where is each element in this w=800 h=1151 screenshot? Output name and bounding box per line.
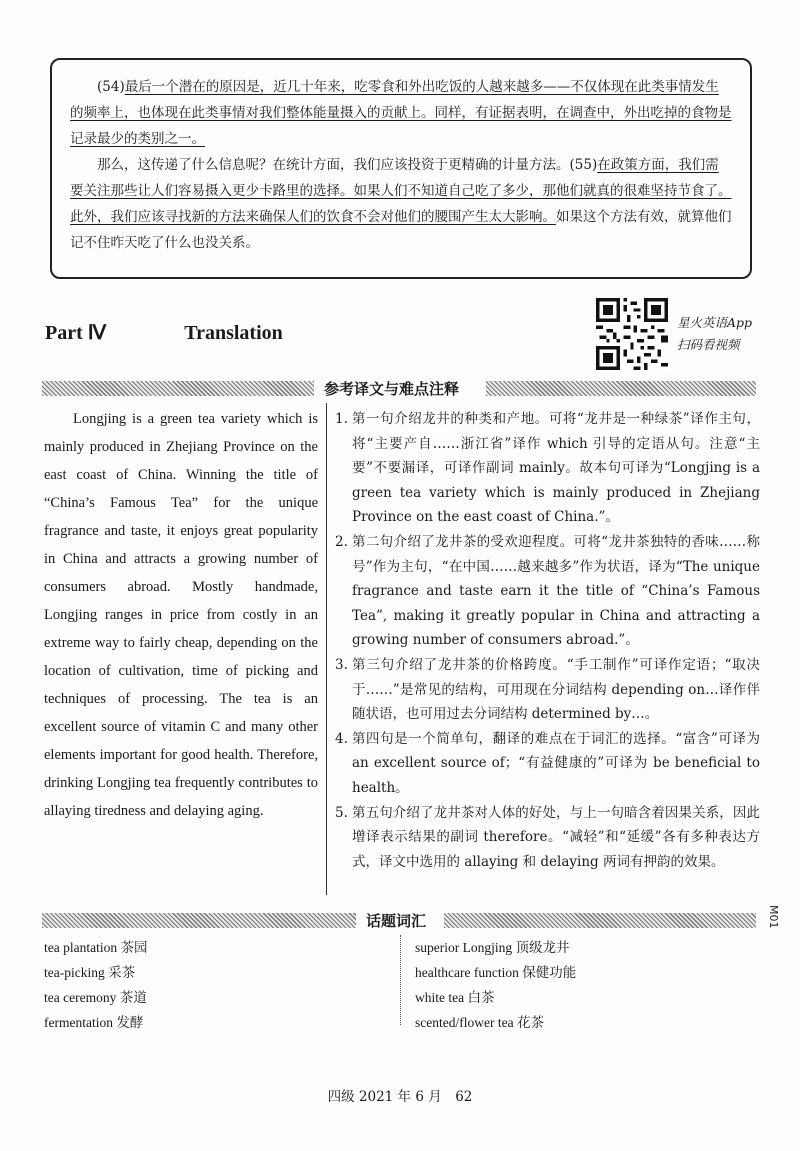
translation-notes: [335, 407, 760, 874]
column-divider: [326, 403, 327, 895]
part-heading: [45, 320, 283, 345]
note-number: 5.: [335, 804, 348, 821]
section-header-vocabulary: [42, 913, 756, 928]
question-number: (55): [569, 157, 598, 173]
vocab-item: tea ceremony 茶道: [44, 990, 147, 1005]
section-title: 参考译文与难点注释: [320, 378, 463, 399]
note-number: 2.: [335, 533, 348, 550]
vocab-item: tea plantation 茶园: [44, 940, 148, 955]
app-promo-text: [677, 312, 752, 356]
note-number: 3.: [335, 656, 348, 673]
app-name: 星火英语App: [677, 315, 753, 330]
vocab-item: white tea 白茶: [415, 990, 495, 1005]
section-title: 话题词汇: [362, 910, 430, 931]
vocab-divider: [400, 935, 401, 1025]
underlined-translation-55: 在政策方面，我们需要关注那些让人们容易摄入更少卡路里的选择。如果人们不知道自己吃了多少，那他们就真的很难坚持节食了。此外，我们应该寻找新的方法来确保人们的饮食不会对他们的腰围产生太大影响。: [70, 157, 732, 225]
paragraph-55: [70, 152, 732, 256]
vocab-item: superior Longjing 顶级龙井: [415, 940, 570, 955]
side-code: M01: [767, 905, 780, 929]
app-video-hint: 扫码看视频: [677, 337, 740, 352]
note-item: [335, 530, 760, 653]
note-text: 第一句介绍龙井的种类和产地。可将“龙井是一种绿茶”译作主句，将“主要产自……浙江省”译作 which 引导的定语从句。注意“主要”不要漏译，可译作副词 mainly。故本句可译为“Longjing is a green tea variety which is mainly produced in Zhejiang Province on the east coast of China.”。: [352, 411, 760, 526]
topic-vocab-right: [415, 935, 576, 1035]
vocab-item: fermentation 发酵: [44, 1015, 144, 1030]
note-text: 第二句介绍了龙井茶的受欢迎程度。可将“龙井茶独特的香味……称号”作为主句，“在中国……越来越多”作为状语，译为“The unique fragrance and taste earn it the title of “China’s Famous Tea”, making it greatly popular in China and attracting a growing number of consumers abroad.”。: [352, 533, 760, 649]
paragraph-text: 那么，这传递了什么信息呢？在统计方面，我们应该投资于更精确的计量方法。: [97, 157, 570, 173]
note-text: 第四句是一个简单句，翻译的难点在于词汇的选择。“富含”可译为 an excellent source of；“有益健康的”可译为 be beneficial to health。: [352, 730, 760, 796]
note-text: 第三句介绍了龙井茶的价格跨度。“手工制作”可译作定语；“取决于……”是常见的结构，可用现在分词结构 depending on…译作伴随状语，也可用过去分词结构 determined by…。: [352, 656, 760, 723]
paragraph-54: [70, 74, 732, 152]
section-header-reference: [42, 381, 756, 396]
note-item: [335, 727, 760, 801]
translation-text: Longjing is a green tea variety which is mainly produced in Zhejiang Province on the east coast of China. Winning the title of “China’s Famous Tea” for the unique fragrance and taste, it enjoys great popularity in China and attracts a growing number of consumers abroad. Mostly handmade, Longjing ranges in price from costly in an extreme way to fairly cheap, depending on the location of cultivation, time of picking and techniques of processing. The tea is an excellent source of vitamin C and many other elements important for good health. Therefore, drinking Longjing tea frequently contributes to allaying tiredness and delaying aging.: [44, 411, 318, 819]
vocab-item: tea-picking 采茶: [44, 965, 136, 980]
qr-code-icon[interactable]: [596, 298, 668, 370]
note-text: 第五句介绍了龙井茶对人体的好处，与上一句暗含着因果关系，因此增译表示结果的副词 therefore。“减轻”和“延缓”各有多种表达方式，译文中选用的 allaying 和 delaying 两词有押韵的效果。: [352, 804, 760, 870]
note-item: [335, 801, 760, 875]
reference-translation: [44, 405, 318, 825]
part-number: Part Ⅳ: [45, 322, 107, 344]
vocab-item: scented/flower tea 花茶: [415, 1015, 544, 1030]
note-number: 1.: [335, 411, 348, 427]
note-item: [335, 653, 760, 727]
passage-translation-box: [50, 58, 752, 279]
underlined-translation-54: 最后一个潜在的原因是，近几十年来，吃零食和外出吃饭的人越来越多——不仅体现在此类事情发生的频率上，也体现在此类事情对我们整体能量摄入的贡献上。同样，有证据表明，在调查中，外出吃掉的食物是记录最少的类别之一。: [70, 79, 732, 147]
note-item: [335, 407, 760, 530]
part-title: Translation: [184, 322, 283, 344]
page-footer: 四级 2021 年 6 月 62: [327, 1089, 473, 1105]
topic-vocab-left: [44, 935, 147, 1035]
note-number: 4.: [335, 730, 348, 747]
paragraph-tail: 如果这个方法有效，就算他们记不住昨天吃了什么也没关系。: [70, 209, 732, 251]
vocab-item: healthcare function 保健功能: [415, 965, 577, 980]
question-number: (54): [97, 79, 125, 95]
